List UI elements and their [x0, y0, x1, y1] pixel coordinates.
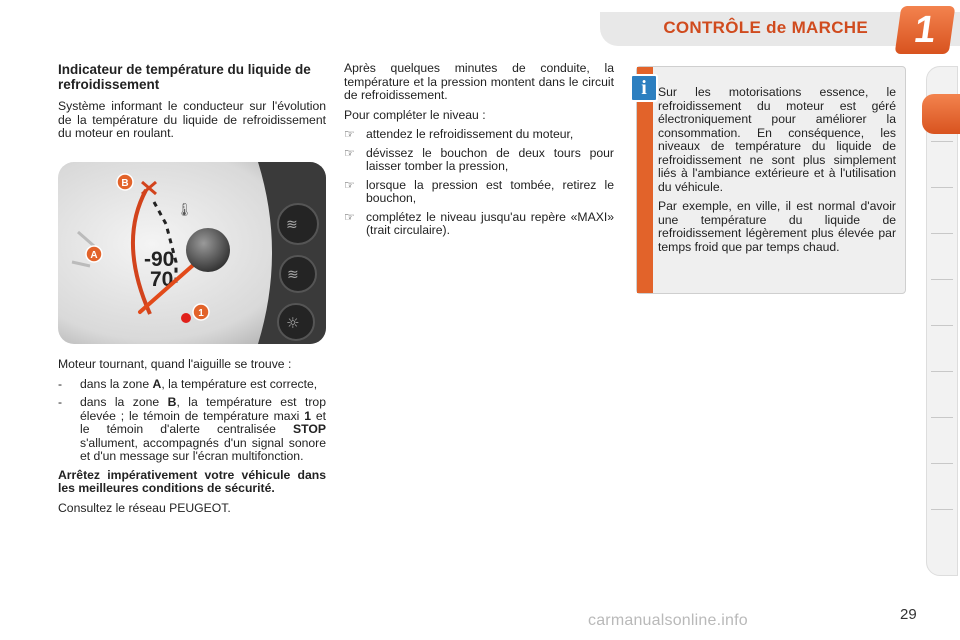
info-icon: i	[630, 74, 658, 102]
svg-text:≋: ≋	[286, 217, 298, 233]
info-paragraph: Par exemple, en ville, il est normal d'avoir une température du liquide de refroidissement légèrement plus élevée par temps froid que par temps chaud.	[658, 199, 896, 254]
tab-divider	[931, 417, 953, 418]
pointing-hand-icon: ☞	[344, 209, 355, 224]
tab-divider	[931, 325, 953, 326]
pointing-hand-icon: ☞	[344, 177, 355, 192]
left-column	[58, 62, 326, 147]
tab-divider	[931, 463, 953, 464]
left-column-lower	[58, 358, 326, 521]
chapter-badge: 1	[895, 6, 956, 54]
gauge-label-a: A	[90, 250, 98, 261]
list-item: - dans la zone B, la température est trop élevée ; le témoin de température maxi 1 et le témoin d'alerte centralisée STOP s'allument, accompagnés d'un signal sonore et d'un message sur l'écran multifonction.	[58, 395, 326, 463]
intro-text: Système informant le conducteur sur l'évolution de la température du liquide de refroidissement du moteur en roulant.	[58, 99, 326, 140]
gauge-label-1: 1	[198, 308, 204, 319]
running-text: Moteur tournant, quand l'aiguille se trouve :	[58, 357, 292, 371]
pointing-hand-icon: ☞	[344, 145, 355, 160]
gauge-label-b: B	[121, 178, 129, 189]
info-text	[658, 86, 896, 260]
tab-chapter-1-active[interactable]	[922, 94, 960, 134]
watermark: carmanualsonline.info	[588, 612, 748, 629]
temperature-gauge-image	[58, 162, 326, 344]
middle-column	[344, 62, 614, 243]
tab-divider	[931, 187, 953, 188]
tab-divider	[931, 141, 953, 142]
svg-text:≋: ≋	[287, 267, 299, 283]
pointing-hand-icon: ☞	[344, 127, 355, 141]
page-title: CONTRÔLE de MARCHE	[663, 18, 868, 37]
svg-text:🌡: 🌡	[176, 203, 193, 218]
gauge-illustration	[58, 162, 326, 344]
consult-text: Consultez le réseau PEUGEOT.	[58, 500, 231, 515]
svg-text:☼: ☼	[286, 314, 300, 332]
step-item: ☞ complétez le niveau jusqu'au repère «MAXI» (trait circulaire).	[344, 209, 614, 237]
step-item: ☞ lorsque la pression est tombée, retirez le bouchon,	[344, 177, 614, 205]
gauge-mark-90: -90	[144, 248, 175, 271]
middle-paragraph: Après quelques minutes de conduite, la température et la pression montent dans le circuit de refroidissement.	[344, 61, 614, 102]
chapter-tabs[interactable]	[926, 66, 958, 576]
info-paragraph: Sur les motorisations essence, le refroidissement du moteur est géré électroniquement pour améliorer la consommation. En conséquence, les niveaux de température du liquide de refroidissement ne sont plus simplement liés à l'ambiance extérieure et à l'utilisation du véhicule.	[658, 85, 896, 194]
middle-lead: Pour compléter le niveau :	[344, 107, 486, 122]
tab-divider	[931, 371, 953, 372]
step-item: ☞ dévissez le bouchon de deux tours pour laisser tomber la pression,	[344, 145, 614, 173]
tab-divider	[931, 233, 953, 234]
step-item: ☞ attendez le refroidissement du moteur,	[344, 127, 574, 141]
page-number: 29	[900, 606, 917, 623]
warning-text: Arrêtez impérativement votre véhicule dans les meilleures conditions de sécurité.	[58, 467, 326, 495]
tab-divider	[931, 509, 953, 510]
section-title: Indicateur de température du liquide de refroidissement	[58, 62, 311, 92]
list-item: - dans la zone A, la température est correcte,	[58, 376, 318, 391]
tab-divider	[931, 279, 953, 280]
gauge-mark-70: 70	[150, 268, 174, 291]
